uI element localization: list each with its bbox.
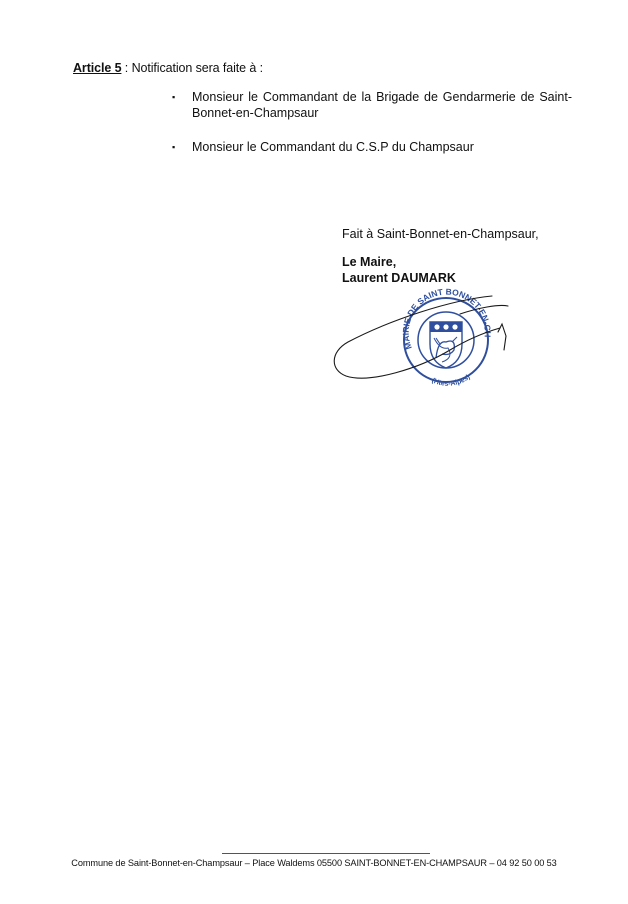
signature-stamp-image <box>326 284 510 392</box>
recipient-text: Monsieur le Commandant de la Brigade de Gendarmerie de Saint-Bonnet-en-Champsaur <box>192 90 572 120</box>
stamp-text-bottom: (Htes-Alpes) <box>430 373 472 388</box>
coat-of-arms-icon <box>430 322 462 368</box>
recipient-list <box>172 89 572 173</box>
list-item <box>172 89 572 121</box>
bullet-icon: ▪ <box>172 92 176 102</box>
article-separator: : <box>121 61 132 75</box>
bullet-icon: ▪ <box>172 142 176 152</box>
article-label: Article 5 <box>73 61 122 75</box>
stamp-text-top: MAIRIE DE SAINT BONNET-EN-CHAMPSAUR <box>326 284 493 351</box>
handwritten-signature <box>334 296 508 378</box>
mayor-name: Laurent DAUMARK <box>342 271 456 285</box>
list-item <box>172 139 572 155</box>
place-date: Fait à Saint-Bonnet-en-Champsaur, <box>342 227 539 241</box>
article-text: Notification sera faite à : <box>131 61 263 75</box>
recipient-text: Monsieur le Commandant du C.S.P du Champsaur <box>192 140 474 154</box>
footer-divider <box>222 853 430 854</box>
stamp-inner-ring <box>418 312 474 368</box>
article-heading <box>73 61 263 75</box>
mayor-title: Le Maire, <box>342 255 397 269</box>
footer-address: Commune de Saint-Bonnet-en-Champsaur – Place Waldems 05500 SAINT-BONNET-EN-CHAMPSAUR – 04 92 50 00 53 <box>71 858 557 868</box>
